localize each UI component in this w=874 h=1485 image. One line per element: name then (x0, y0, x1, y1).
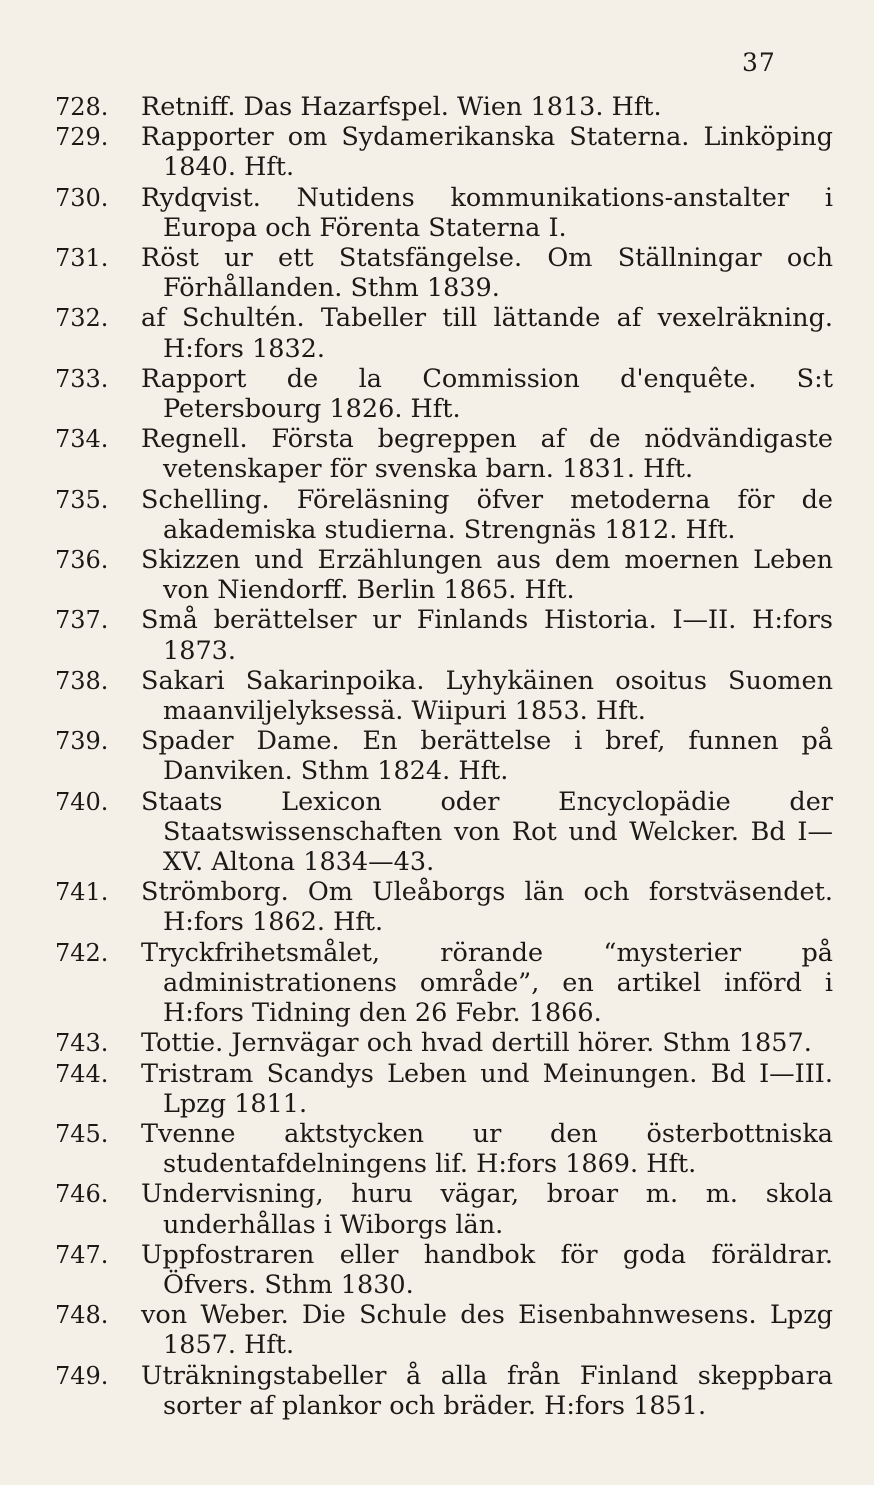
list-item (0, 424, 874, 484)
entry-number: 731. (55, 244, 109, 273)
list-item (0, 938, 874, 1029)
entry-number: 730. (55, 183, 109, 212)
entry-text: Rapport de la Commission d'enquête. S:t Petersbourg 1826. Hft. (141, 363, 833, 425)
entry-list (0, 92, 874, 1421)
list-item (0, 787, 874, 878)
entry-number: 749. (55, 1361, 109, 1390)
list-item (0, 666, 874, 726)
list-item (0, 183, 874, 243)
entry-text: Skizzen und Erzählungen aus dem moernen Leben von Niendorff. Berlin 1865. Hft. (141, 545, 833, 606)
entry-number: 742. (55, 938, 109, 967)
entry-text: Retniff. Das Hazarfspel. Wien 1813. Hft. (141, 92, 662, 122)
entry-text: Uppfostraren eller handbok för goda föräldrar. Öfvers. Sthm 1830. (141, 1239, 833, 1300)
entry-number: 741. (55, 878, 109, 907)
entry-text: Rydqvist. Nutidens kommunikations-anstalter i Europa och Förenta Staterna I. (141, 182, 833, 243)
entry-text: Sakari Sakarinpoika. Lyhykäinen osoitus Suomen maanviljelyksessä. Wiipuri 1853. Hft. (141, 665, 833, 727)
entry-number: 732. (55, 304, 109, 333)
entry-number: 737. (55, 606, 109, 635)
entry-text: Tottie. Jernvägar och hvad dertill hörer. Sthm 1857. (141, 1028, 812, 1059)
list-item (0, 877, 874, 937)
entry-text: Regnell. Första begreppen af de nödvändigaste vetenskaper för svenska barn. 1831. Hft. (141, 424, 833, 485)
list-item (0, 1028, 874, 1058)
entry-number: 740. (55, 787, 109, 816)
entry-number: 739. (55, 727, 109, 756)
list-item (0, 605, 874, 665)
list-item (0, 122, 874, 182)
list-item (0, 545, 874, 605)
entry-text: Röst ur ett Statsfängelse. Om Ställningar och Förhållanden. Sthm 1839. (141, 243, 833, 304)
entry-text: Strömborg. Om Uleåborgs län och forstväsendet. H:fors 1862. Hft. (141, 877, 833, 938)
entry-number: 736. (55, 546, 109, 575)
entry-text: Tvenne aktstycken ur den österbottniska studentafdelningens lif. H:fors 1869. Hft. (141, 1118, 833, 1180)
list-item (0, 485, 874, 545)
entry-number: 745. (55, 1119, 109, 1148)
entry-number: 746. (55, 1180, 109, 1209)
list-item (0, 364, 874, 424)
page-number: 37 (742, 48, 776, 77)
entry-number: 735. (55, 485, 109, 514)
list-item (0, 1179, 874, 1239)
entry-number: 738. (55, 666, 109, 695)
entry-number: 743. (55, 1029, 109, 1058)
list-item (0, 1300, 874, 1360)
entry-text: Uträkningstabeller å alla från Finland skeppbara sorter af plankor och bräder. H:fors 1851. (141, 1360, 833, 1421)
list-item (0, 92, 874, 122)
list-item (0, 1059, 874, 1119)
list-item (0, 303, 874, 363)
entry-number: 747. (55, 1240, 109, 1269)
entry-number: 733. (55, 364, 109, 393)
entry-text: Undervisning, huru vägar, broar m. m. skola underhållas i Wiborgs län. (141, 1179, 833, 1240)
list-item (0, 1361, 874, 1421)
entry-number: 748. (55, 1301, 109, 1330)
entry-number: 734. (55, 425, 109, 454)
entry-number: 729. (55, 123, 109, 152)
entry-text: Spader Dame. En berättelse i bref, funnen på Danviken. Sthm 1824. Hft. (141, 726, 833, 787)
entry-number: 728. (55, 93, 109, 121)
entry-text: Små berättelser ur Finlands Historia. I—II. H:fors 1873. (141, 605, 833, 666)
list-item (0, 726, 874, 786)
entry-text: af Schultén. Tabeller till lättande af vexelräkning. H:fors 1832. (141, 303, 833, 364)
list-item (0, 1240, 874, 1300)
list-item (0, 1119, 874, 1179)
entry-text: Schelling. Föreläsning öfver metoderna för de akademiska studierna. Strengnäs 1812. Hft. (141, 484, 833, 545)
entry-text: von Weber. Die Schule des Eisenbahnwesens. Lpzg 1857. Hft. (141, 1300, 833, 1361)
entry-number: 744. (55, 1059, 109, 1088)
entry-text: Tristram Scandys Leben und Meinungen. Bd I—III. Lpzg 1811. (141, 1058, 833, 1119)
entry-text: Tryckfrihetsmålet, rörande “mysterier på administrationens område”, en artikel införd i H:fors Tidning den 26 Febr. 1866. (141, 937, 833, 1029)
entry-text: Rapporter om Sydamerikanska Staterna. Linköping 1840. Hft. (141, 122, 833, 183)
list-item (0, 243, 874, 303)
entry-text: Staats Lexicon oder Encyclopädie der Staatswissenschaften von Rot und Welcker. Bd I—XV. Altona 1834—43. (141, 786, 833, 878)
